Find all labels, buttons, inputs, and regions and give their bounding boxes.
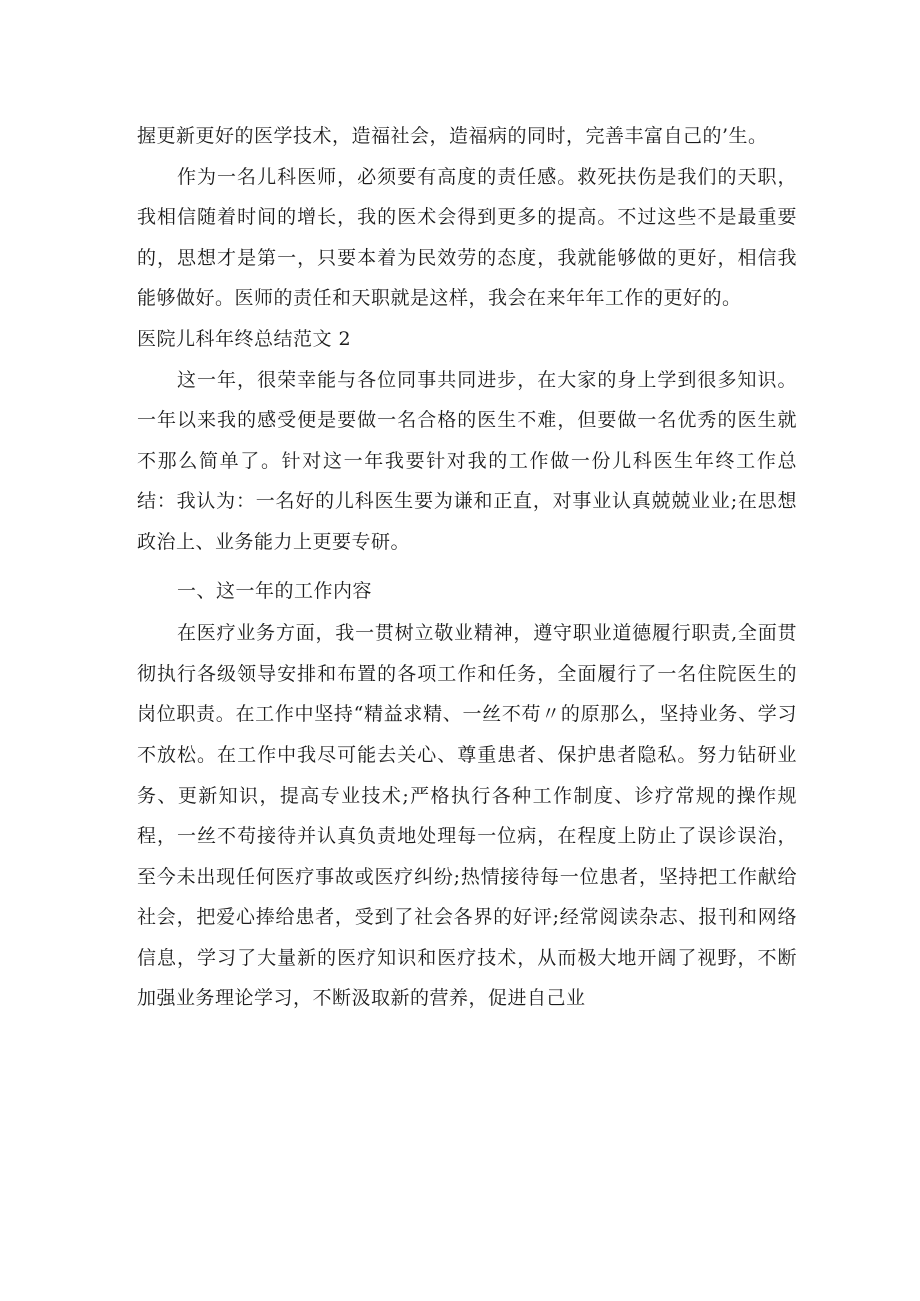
paragraph-pediatrician-responsibility: 作为一名儿科医师，必须要有高度的责任感。救死扶伤是我们的天职，我相信随着时间的增长，我的医术会得到更多的提高。不过这些不是最重要的，思想才是第一，只要本着为民效劳的态度，我就能够做的更好，相信我能够做好。医师的责任和天职就是这样，我会在来年年工作的更好的。	[137, 165, 797, 310]
subsection-heading-work-content: 一、这一年的工作内容	[177, 579, 373, 602]
paragraph-medical-work: 在医疗业务方面，我一贯树立敬业精神，遵守职业道德履行职责,全面贯彻执行各级领导安排和布置的各项工作和任务，全面履行了一名住院医生的岗位职责。在工作中坚持“精益求精、一丝不苟〃的原那么，坚持业务、学习不放松。在工作中我尽可能去关心、尊重患者、保护患者隐私。努力钻研业务、更新知识，提高专业技术;严格执行各种工作制度、诊疗常规的操作规程，一丝不苟接待并认真负责地处理每一位病，在程度上防止了误诊误治，至今未出现任何医疗事故或医疗纠纷;热情接待每一位患者，坚持把工作献给社会，把爱心捧给患者，受到了社会各界的好评;经常阅读杂志、报刊和网络信息，学习了大量新的医疗知识和医疗技术，从而极大地开阔了视野，不断加强业务理论学习，不断汲取新的营养，促进自己业	[137, 622, 797, 1010]
paragraph-year-review: 这一年，很荣幸能与各位同事共同进步，在大家的身上学到很多知识。一年以来我的感受便是要做一名合格的医生不难，但要做一名优秀的医生就不那么简单了。针对这一年我要针对我的工作做一份儿科医生年终工作总结：我认为：一名好的儿科医生要为谦和正直，对事业认真兢兢业业;在思想政治上、业务能力上更要专研。	[137, 368, 797, 553]
section-title-summary-2: 医院儿科年终总结范文 2	[137, 327, 352, 350]
document-body	[137, 116, 797, 1019]
paragraph-continuation: 握更新更好的医学技术，造福社会，造福病的同时，完善丰富自己的’生。	[137, 125, 768, 147]
